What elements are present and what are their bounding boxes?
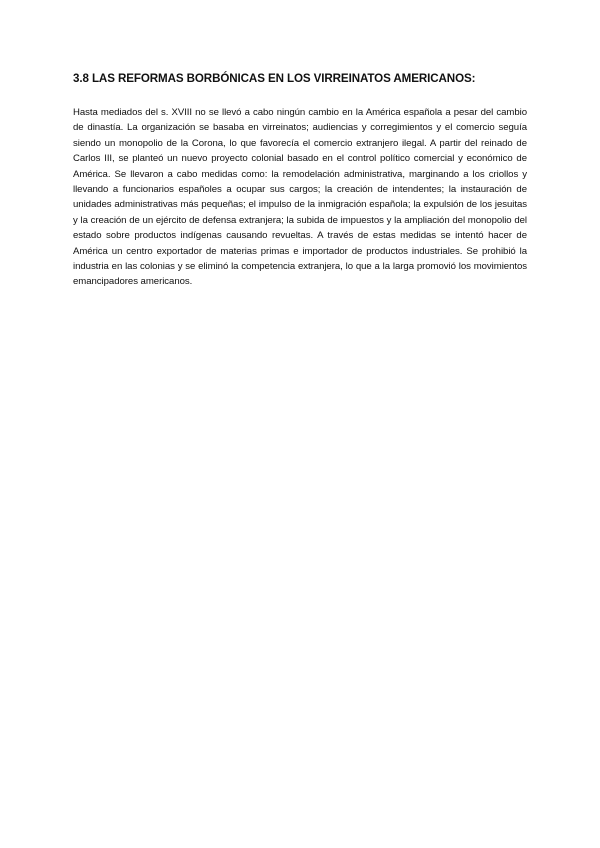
section-heading: 3.8 LAS REFORMAS BORBÓNICAS EN LOS VIRREINATOS AMERICANOS: bbox=[73, 72, 476, 85]
section-paragraph: Hasta mediados del s. XVIII no se llevó a cabo ningún cambio en la América española a pesar del cambio de dinastía. La organización se basaba en virreinatos; audiencias y corregimientos y el comercio seguía siendo un monopolio de la Corona, lo que favorecía el comercio extranjero ilegal. A partir del reinado de Carlos III, se planteó un nuevo proyecto colonial basado en el control político comercial y económico de América. Se llevaron a cabo medidas como: la remodelación administrativa, marginando a los criollos y llevando a funcionarios españoles a ocupar sus cargos; la creación de intendentes; la instauración de unidades administrativas más pequeñas; el impulso de la inmigración española; la expulsión de los jesuitas y la creación de un ejército de defensa extranjera; la subida de impuestos y la ampliación del monopolio del estado sobre productos indígenas causando revueltas. A través de estas medidas se intentó hacer de América un centro exportador de materias primas e importador de productos industriales. Se prohibió la industria en las colonias y se eliminó la competencia extranjera, lo que a la larga promovió los movimientos emancipadores americanos. bbox=[73, 107, 527, 288]
